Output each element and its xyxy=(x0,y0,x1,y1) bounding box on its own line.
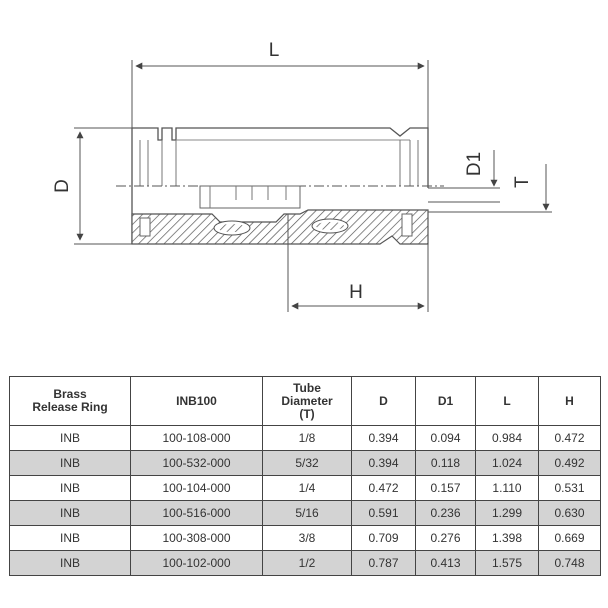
label-l: L xyxy=(268,40,280,61)
table-body xyxy=(10,426,601,576)
column-header xyxy=(10,377,131,426)
table-cell: 0.709 xyxy=(352,526,416,551)
table-cell: 0.787 xyxy=(352,551,416,576)
column-header-text: INB100 xyxy=(176,393,217,408)
table-cell: 0.118 xyxy=(416,451,476,476)
table-cell: 0.157 xyxy=(416,476,476,501)
table-cell: 0.472 xyxy=(539,426,601,451)
table-cell: INB xyxy=(10,551,131,576)
table-row xyxy=(10,501,601,526)
column-header-text: Release Ring xyxy=(32,400,108,414)
column-header xyxy=(476,377,539,426)
table-cell: 0.413 xyxy=(416,551,476,576)
label-d1: D1 xyxy=(464,151,485,177)
table-cell: 0.531 xyxy=(539,476,601,501)
table-cell: 5/16 xyxy=(263,501,352,526)
table-cell: 0.472 xyxy=(352,476,416,501)
table-cell: 1/4 xyxy=(263,476,352,501)
table-cell: 0.394 xyxy=(352,426,416,451)
table-cell: 100-102-000 xyxy=(131,551,263,576)
table-cell: 0.492 xyxy=(539,451,601,476)
table-cell: 0.748 xyxy=(539,551,601,576)
table-cell: 0.236 xyxy=(416,501,476,526)
column-header-text: Tube xyxy=(293,380,321,395)
table-cell: INB xyxy=(10,501,131,526)
table-cell: 100-308-000 xyxy=(131,526,263,551)
table-cell: 100-104-000 xyxy=(131,476,263,501)
table-cell: 1/8 xyxy=(263,426,352,451)
column-header-text: D xyxy=(379,393,388,408)
fitting-body xyxy=(116,128,444,244)
table-cell: 1.398 xyxy=(476,526,539,551)
table-cell: 100-516-000 xyxy=(131,501,263,526)
table-cell: INB xyxy=(10,426,131,451)
label-h: H xyxy=(349,282,363,303)
table-cell: 0.669 xyxy=(539,526,601,551)
table-cell: 0.094 xyxy=(416,426,476,451)
table-cell: 100-532-000 xyxy=(131,451,263,476)
table-cell: INB xyxy=(10,451,131,476)
table-cell: 1.110 xyxy=(476,476,539,501)
table-header-row xyxy=(10,377,601,426)
table-row xyxy=(10,476,601,501)
dimension-d1 xyxy=(428,150,500,202)
column-header-text: D1 xyxy=(437,393,454,408)
table-row xyxy=(10,426,601,451)
table-row xyxy=(10,526,601,551)
table-cell: 3/8 xyxy=(263,526,352,551)
column-header xyxy=(263,377,352,426)
table-row xyxy=(10,551,601,576)
column-header xyxy=(352,377,416,426)
column-header-text: (T) xyxy=(299,406,315,421)
column-header-text: L xyxy=(503,393,511,408)
column-header-text: Diameter xyxy=(281,393,333,408)
table-cell: INB xyxy=(10,526,131,551)
table-row xyxy=(10,451,601,476)
table-cell: 0.630 xyxy=(539,501,601,526)
column-header-text: Brass xyxy=(53,387,87,401)
table-cell: 1.024 xyxy=(476,451,539,476)
table-cell: 5/32 xyxy=(263,451,352,476)
table-cell: 1.575 xyxy=(476,551,539,576)
column-header xyxy=(131,377,263,426)
spec-table xyxy=(9,376,601,576)
column-header xyxy=(539,377,601,426)
label-d: D xyxy=(52,179,73,193)
column-header-text: H xyxy=(565,393,574,408)
table-cell: 0.591 xyxy=(352,501,416,526)
table-cell: 0.394 xyxy=(352,451,416,476)
table-cell: 1.299 xyxy=(476,501,539,526)
table-cell: INB xyxy=(10,476,131,501)
label-t: T xyxy=(512,176,533,188)
table-cell: 100-108-000 xyxy=(131,426,263,451)
column-header xyxy=(416,377,476,426)
table-cell: 0.984 xyxy=(476,426,539,451)
dimension-l xyxy=(132,40,428,128)
table-cell: 0.276 xyxy=(416,526,476,551)
table-cell: 1/2 xyxy=(263,551,352,576)
